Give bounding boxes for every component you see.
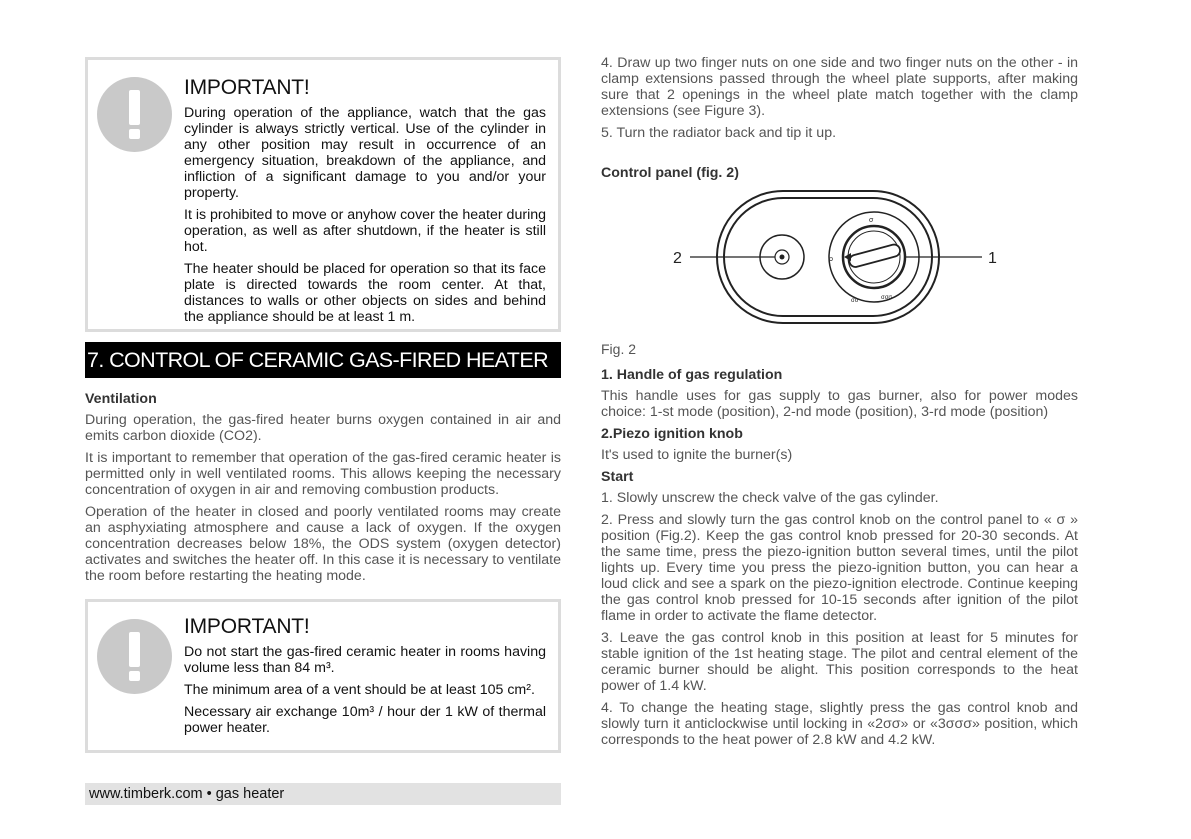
important-paragraph: The minimum area of a vent should be at least 105 cm². xyxy=(184,682,535,698)
ventilation-paragraph: During operation, the gas-fired heater burns oxygen contained in air and emits carbon dioxide (CO2). xyxy=(85,412,561,444)
ventilation-paragraph: Operation of the heater in closed and poorly ventilated rooms may create an asphyxiating atmosphere and cause a lack of oxygen. If the oxygen concentration decreases below 18%, the ODS system (oxygen detector) activates and switches the heater off. In this case it is necessary to ventilate the room before restarting the heating mode. xyxy=(85,504,561,584)
gas-knob-handle xyxy=(848,243,901,268)
start-step: 2. Press and slowly turn the gas control knob on the control panel to « σ » position (Fig.2). Keep the gas control knob pressed for 20-30 seconds. At the same time, press the piezo-ignition button several times, until the pilot lights up. Every time you press the piezo-ignition button, you can hear a loud click and see a spark on the piezo-ignition electrode. Continue keeping the gas control knob pressed for 10-15 seconds after ignition of the pilot flame in order to activate the flame detector. xyxy=(601,512,1078,624)
assembly-step-4: 4. Draw up two finger nuts on one side and two finger nuts on the other - in clamp extensions passed through the wheel plate supports, after making sure that 2 openings in the wheel plate match together with the clamp extensions (see Figure 3). xyxy=(601,55,1078,119)
position-marker-icon xyxy=(844,253,851,261)
important-notice-2 xyxy=(85,599,561,753)
control-panel-title: Control panel (fig. 2) xyxy=(601,165,739,181)
control-panel-diagram xyxy=(601,181,1078,331)
important-notice-1 xyxy=(85,57,561,332)
ventilation-heading: Ventilation xyxy=(85,391,157,407)
important-paragraph: During operation of the appliance, watch that the gas cylinder is always strictly vertical. Use of the cylinder in any other position may result in occurrence of an emergency situation, breakdown of the appliance, and infliction of a significant damage to you and/or your property. xyxy=(184,105,546,201)
piezo-text: It's used to ignite the burner(s) xyxy=(601,447,793,463)
svg-text:σ: σ xyxy=(869,217,874,224)
exclamation-icon xyxy=(97,619,172,694)
ventilation-paragraph: It is important to remember that operation of the gas-fired ceramic heater is permitted only in well ventilated rooms. This allows keeping the necessary concentration of oxygen in air and removing combustion products. xyxy=(85,450,561,498)
svg-text:σ: σ xyxy=(828,256,835,261)
piezo-heading: 2.Piezo ignition knob xyxy=(601,426,743,442)
page-footer: www.timberk.com • gas heater xyxy=(85,783,561,805)
exclamation-icon xyxy=(97,77,172,152)
left-column xyxy=(85,57,561,736)
handle-text: This handle uses for gas supply to gas burner, also for power modes choice: 1-st mode (position), 2-nd mode (position), 3-rd mode (position) xyxy=(601,388,1078,420)
figure-label-2: 2 xyxy=(673,250,682,267)
start-step: 1. Slowly unscrew the check valve of the gas cylinder. xyxy=(601,490,939,506)
control-panel-figure xyxy=(601,181,1078,331)
handle-heading: 1. Handle of gas regulation xyxy=(601,367,783,383)
important-title: IMPORTANT! xyxy=(184,615,310,638)
important-paragraph: Necessary air exchange 10m³ / hour der 1 kW of thermal power heater. xyxy=(184,704,546,736)
section-title: 7. CONTROL OF CERAMIC GAS-FIRED HEATER xyxy=(85,342,561,378)
ventilation-section xyxy=(85,391,561,590)
important-paragraph: It is prohibited to move or anyhow cover the heater during operation, as well as after shutdown, if the heater is still hot. xyxy=(184,207,546,255)
piezo-knob-dot xyxy=(780,255,785,260)
figure-label-1: 1 xyxy=(988,250,997,267)
important-paragraph: Do not start the gas-fired ceramic heater in rooms having volume less than 84 m³. xyxy=(184,644,546,676)
start-heading: Start xyxy=(601,469,634,485)
important-title: IMPORTANT! xyxy=(184,76,310,99)
svg-text:σσσ: σσσ xyxy=(881,295,893,301)
right-column xyxy=(601,55,1078,754)
svg-text:σσ: σσ xyxy=(851,298,859,304)
start-step: 3. Leave the gas control knob in this position at least for 5 minutes for stable ignition of the 1st heating stage. The pilot and central element of the ceramic burner should be alight. This position corresponds to the heat power of 1.4 kW. xyxy=(601,630,1078,694)
figure-caption: Fig. 2 xyxy=(601,341,637,357)
assembly-step-5: 5. Turn the radiator back and tip it up. xyxy=(601,125,837,141)
important-paragraph: The heater should be placed for operation so that its face plate is directed towards the room center. At that, distances to walls or other objects on sides and behind the appliance should be at least 1 m. xyxy=(184,261,546,325)
start-step: 4. To change the heating stage, slightly press the gas control knob and slowly turn it anticlockwise until locking in «2σσ» or «3σσσ» position, which corresponds to the heat power of 2.8 kW and 4.2 kW. xyxy=(601,700,1078,748)
